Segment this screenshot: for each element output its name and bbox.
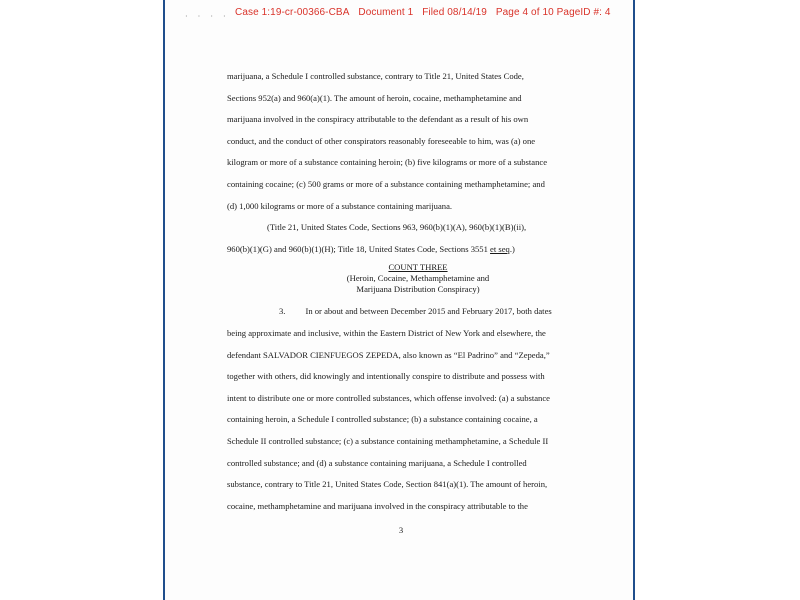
text-line: containing heroin, a Schedule I controlled substance; (b) a substance containing cocaine, a bbox=[227, 414, 538, 425]
text-line: Sections 952(a) and 960(a)(1). The amount of heroin, cocaine, methamphetamine and bbox=[227, 92, 522, 103]
scan-specks: · · · · bbox=[185, 12, 230, 21]
page-info: Page 4 of 10 PageID #: 4 bbox=[495, 7, 611, 18]
count-subtitle-2: Marijuana Distribution Conspiracy) bbox=[356, 284, 480, 295]
count-title: COUNT THREE bbox=[388, 262, 448, 273]
citation-line-1: (Title 21, United States Code, Sections 963, 960(b)(1)(A), 960(b)(1)(B)(ii), bbox=[267, 222, 527, 233]
text-line: Schedule II controlled substance; (c) a substance containing methamphetamine, a Schedule II bbox=[227, 435, 549, 446]
document-label: Document 1 bbox=[358, 7, 414, 18]
text-line: kilogram or more of a substance containing heroin; (b) five kilograms or more of a substance bbox=[227, 157, 548, 168]
page-number: 3 bbox=[398, 525, 404, 535]
body-text bbox=[227, 66, 587, 517]
paragraph-3-first-line bbox=[227, 301, 587, 323]
count-subtitle-1: (Heroin, Cocaine, Methamphetamine and bbox=[346, 273, 490, 284]
text-line: intent to distribute one or more controlled substances, which offense involved: (a) a substance bbox=[227, 392, 550, 403]
citation-text: 960(b)(1)(G) and 960(b)(1)(H); Title 18, United States Code, Sections 3551 bbox=[227, 243, 491, 254]
filed-date: Filed 08/14/19 bbox=[422, 7, 487, 18]
text-line: being approximate and inclusive, within the Eastern District of New York and elsewhere, the bbox=[227, 327, 546, 338]
citation-et-seq: et seq bbox=[490, 243, 510, 254]
count-three-heading bbox=[249, 262, 587, 295]
text-line: containing cocaine; (c) 500 grams or more of a substance containing methamphetamine; and bbox=[227, 178, 545, 189]
text-line: defendant SALVADOR CIENFUEGOS ZEPEDA, also known as “El Padrino” and “Zepeda,” bbox=[227, 349, 550, 360]
text-line: substance, contrary to Title 21, United States Code, Section 841(a)(1). The amount of heroin, bbox=[227, 479, 548, 490]
citation-end: .) bbox=[509, 243, 515, 254]
case-header bbox=[235, 7, 617, 18]
text-line: together with others, did knowingly and intentionally conspire to distribute and possess with bbox=[227, 371, 545, 382]
text-line: marijuana, a Schedule I controlled substance, contrary to Title 21, United States Code, bbox=[227, 71, 524, 81]
citation-line-2 bbox=[227, 239, 587, 261]
paragraph-first-text: In or about and between December 2015 and February 2017, both dates bbox=[305, 306, 552, 317]
text-line: (d) 1,000 kilograms or more of a substance containing marijuana. bbox=[227, 200, 453, 211]
text-line: controlled substance; and (d) a substance containing marijuana, a Schedule I controlled bbox=[227, 457, 527, 468]
text-line: marijuana involved in the conspiracy attributable to the defendant as a result of his own bbox=[227, 114, 529, 125]
document-page bbox=[163, 0, 635, 600]
case-number: Case 1:19-cr-00366-CBA bbox=[235, 7, 350, 18]
text-line: cocaine, methamphetamine and marijuana involved in the conspiracy attributable to the bbox=[227, 500, 528, 511]
paragraph-number: 3. bbox=[279, 306, 286, 317]
text-line: conduct, and the conduct of other conspirators reasonably foreseeable to him, was (a) one bbox=[227, 135, 536, 146]
